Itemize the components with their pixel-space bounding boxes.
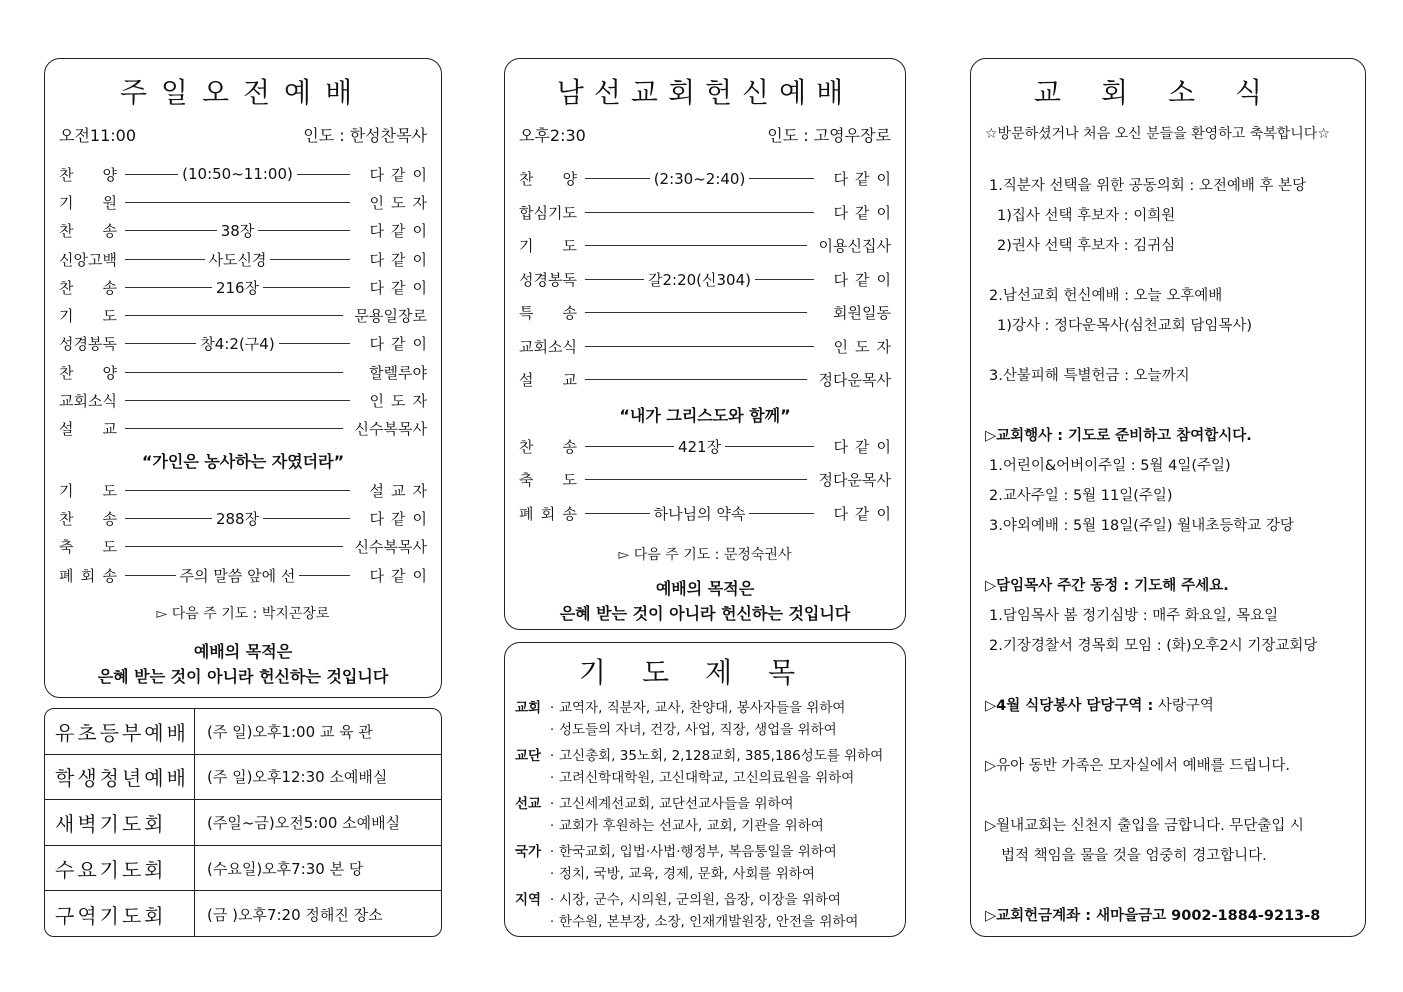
order-leader-line — [121, 400, 354, 401]
order-leader-line — [121, 428, 347, 429]
schedule-time: (주 일)오후1:00 교 육 관 — [207, 722, 373, 741]
order-label: 성경봉독 — [519, 270, 577, 289]
order-detail: (2:30~2:40) — [653, 169, 746, 188]
event-item-1: 1.어린이&어버이주일 : 5월 4일(주일) — [989, 458, 1231, 474]
order-row — [45, 160, 441, 188]
schedule-row — [45, 755, 441, 801]
order-person: 인도자 — [369, 392, 434, 411]
order-row — [45, 301, 441, 329]
order-person: 정다운목사 — [818, 371, 891, 390]
bullet-dot-icon: · — [549, 914, 555, 930]
order-leader-line — [581, 479, 811, 480]
welcome-text: ☆방문하셨거나 처음 오신 분들을 환영하고 축복합니다☆ — [985, 126, 1330, 142]
morning-service-time: 오전11:00 — [59, 126, 137, 145]
order-person: 다같이 — [369, 566, 434, 585]
bullet-dot-icon: · — [549, 892, 555, 908]
prayer-item — [505, 745, 905, 767]
news-item-1: 1.직분자 선택을 위한 공동의회 : 오전예배 후 본당 — [989, 178, 1307, 194]
prayer-category — [515, 767, 545, 789]
news-item-2: 2.남선교회 헌신예배 : 오늘 오후예배 — [989, 288, 1223, 304]
order-leader-line — [581, 346, 818, 347]
order-label: 합심기도 — [519, 203, 577, 222]
prayer-text: 교회가 후원하는 선교사, 교회, 기관을 위하여 — [559, 818, 824, 834]
news-item-2a: 1)강사 : 정다운목사(심천교회 담임목사) — [997, 318, 1253, 334]
news-item-1b: 2)권사 선택 후보자 : 김귀심 — [997, 238, 1176, 254]
prayer-category — [515, 719, 545, 741]
order-row — [45, 358, 441, 386]
prayer-category — [515, 815, 545, 837]
schedule-time: (주일~금)오전5:00 소예배실 — [207, 813, 401, 832]
morning-order-list — [45, 160, 441, 443]
order-label: 찬 양 — [59, 363, 117, 382]
order-label: 축 도 — [519, 471, 577, 490]
order-detail: (10:50~11:00) — [182, 165, 293, 184]
order-row — [45, 561, 441, 589]
order-detail: 216장 — [215, 278, 260, 297]
order-label: 찬 송 — [59, 278, 117, 297]
meal-service-value: 사랑구역 — [1157, 698, 1214, 714]
order-label: 축 도 — [59, 538, 117, 557]
prayer-topics-list — [505, 697, 905, 933]
prayer-text: 한국교회, 입법·사법·행정부, 복음통일을 위하여 — [559, 844, 837, 860]
schedule-name: 수요기도회 — [45, 846, 195, 891]
morning-sermon-title: “가인은 농사하는 자였더라” — [141, 451, 345, 471]
morning-service-panel — [44, 58, 442, 698]
order-person: 설교자 — [369, 481, 434, 500]
schedule-name: 학생청년예배 — [45, 755, 195, 800]
order-person: 다같이 — [833, 270, 898, 289]
bullet-dot-icon: · — [549, 770, 555, 786]
order-leader-line — [581, 436, 818, 457]
schedule-time: (금 )오후7:20 정해진 장소 — [207, 905, 383, 924]
schedule-name: 새벽기도회 — [45, 800, 195, 845]
warning-line2: 법적 책임을 물을 것을 엄중히 경고합니다. — [1001, 848, 1267, 864]
morning-order-list-2 — [45, 476, 441, 589]
order-person: 할렐루야 — [369, 363, 427, 382]
schedule-row — [45, 891, 441, 937]
morning-service-leader: 인도 : 한성찬목사 — [303, 126, 427, 145]
schedule-time: (수요일)오후7:30 본 당 — [207, 859, 364, 878]
prayer-item — [505, 911, 905, 933]
prayer-item — [505, 841, 905, 863]
order-label: 찬 송 — [59, 509, 117, 528]
order-leader-line — [581, 379, 811, 380]
prayer-group — [505, 745, 905, 789]
prayer-item — [505, 697, 905, 719]
prayer-category: 선교 — [515, 796, 542, 812]
order-leader-line — [121, 565, 354, 586]
afternoon-order-list-2 — [505, 430, 905, 531]
infant-notice: ▷유아 동반 가족은 모자실에서 예배를 드립니다. — [985, 758, 1290, 774]
prayer-text: 고신총회, 35노회, 2,128교회, 385,186성도를 위하여 — [559, 748, 884, 764]
order-row — [45, 217, 441, 245]
prayer-category — [515, 911, 545, 933]
prayer-item — [505, 863, 905, 885]
prayer-category — [515, 863, 545, 885]
order-detail: 288장 — [215, 509, 260, 528]
prayer-group — [505, 697, 905, 741]
afternoon-order-list — [505, 162, 905, 397]
order-person: 신수복목사 — [354, 538, 427, 557]
order-detail: 하나님의 약속 — [653, 504, 746, 523]
order-row — [505, 296, 905, 330]
afternoon-service-panel — [504, 58, 906, 630]
order-label: 신앙고백 — [59, 250, 117, 269]
bullet-dot-icon: · — [549, 866, 555, 882]
afternoon-service-time: 오후2:30 — [519, 126, 586, 145]
prayer-category: 국가 — [515, 844, 542, 860]
order-leader-line — [581, 312, 811, 313]
order-person: 다같이 — [369, 165, 434, 184]
order-label: 찬 송 — [59, 222, 117, 241]
order-label: 찬 양 — [519, 170, 577, 189]
order-detail: 갈2:20(신304) — [648, 270, 751, 289]
order-leader-line — [121, 220, 354, 241]
order-leader-line — [581, 269, 818, 290]
order-row — [45, 330, 441, 358]
prayer-topics-title: 기도제목 — [578, 656, 832, 689]
order-row — [505, 463, 905, 497]
order-label: 교회소식 — [519, 337, 577, 356]
order-person: 다같이 — [369, 335, 434, 354]
order-leader-line — [121, 249, 354, 270]
order-row — [45, 188, 441, 216]
order-label: 기 도 — [59, 307, 117, 326]
offering-account: ▷교회헌금계좌 : 새마을금고 9002-1884-9213-8 — [985, 908, 1321, 924]
order-leader-line — [581, 503, 818, 524]
schedule-name: 구역기도회 — [45, 891, 195, 937]
order-row — [505, 330, 905, 364]
pastor-item-2: 2.기장경찰서 경목회 모임 : (화)오후2시 기장교회당 — [989, 638, 1318, 654]
order-row — [45, 415, 441, 443]
prayer-item — [505, 815, 905, 837]
order-label: 설 교 — [519, 371, 577, 390]
order-leader-line — [121, 315, 347, 316]
order-row — [45, 386, 441, 414]
order-row — [505, 363, 905, 397]
bullet-dot-icon: · — [549, 796, 555, 812]
order-label: 기 도 — [59, 481, 117, 500]
bullet-dot-icon: · — [549, 722, 555, 738]
prayer-item — [505, 719, 905, 741]
news-item-3: 3.산불피해 특별헌금 : 오늘까지 — [989, 368, 1190, 384]
order-row — [45, 273, 441, 301]
order-label: 특 송 — [519, 304, 577, 323]
meal-service-label: ▷4월 식당봉사 담당구역 : — [985, 698, 1154, 714]
afternoon-sermon-title: “내가 그리스도와 함께” — [619, 405, 791, 425]
order-row — [505, 430, 905, 464]
order-leader-line — [121, 372, 347, 373]
order-leader-line — [121, 202, 354, 203]
order-detail: 주의 말씀 앞에 선 — [179, 566, 296, 585]
order-leader-line — [581, 170, 818, 188]
order-row — [505, 229, 905, 263]
meeting-schedule-table — [44, 708, 442, 937]
schedule-row — [45, 800, 441, 846]
order-leader-line — [121, 490, 354, 491]
order-detail: 창4:2(구4) — [200, 335, 275, 354]
order-row — [505, 162, 905, 196]
afternoon-service-leader: 인도 : 고영우장로 — [767, 126, 891, 145]
prayer-text: 정치, 국방, 교육, 경제, 문화, 사회를 위하여 — [559, 866, 815, 882]
order-row — [505, 497, 905, 531]
morning-purpose-line1: 예배의 목적은 — [193, 642, 293, 662]
afternoon-purpose-line2: 은혜 받는 것이 아니라 헌신하는 것입니다 — [559, 604, 851, 623]
order-leader-line — [121, 165, 354, 183]
prayer-text: 한수원, 본부장, 소장, 인재개발원장, 안전을 위하여 — [559, 914, 859, 930]
afternoon-next-prayer: ▻ 다음 주 기도 : 문정숙권사 — [618, 547, 792, 563]
order-person: 다같이 — [369, 222, 434, 241]
warning-line1: ▷월내교회는 신천지 출입을 금합니다. 무단출입 시 — [985, 818, 1304, 834]
prayer-group — [505, 793, 905, 837]
bullet-dot-icon: · — [549, 748, 555, 764]
order-label: 성경봉독 — [59, 335, 117, 354]
prayer-text: 고신세계선교회, 교단선교사들을 위하여 — [559, 796, 794, 812]
event-item-3: 3.야외예배 : 5월 18일(주일) 월내초등학교 강당 — [989, 518, 1294, 534]
order-row — [45, 245, 441, 273]
order-label: 기 원 — [59, 193, 117, 212]
bullet-dot-icon: · — [549, 818, 555, 834]
prayer-text: 성도들의 자녀, 건강, 사업, 직장, 생업을 위하여 — [559, 722, 837, 738]
order-person: 다같이 — [369, 250, 434, 269]
prayer-item — [505, 793, 905, 815]
schedule-row — [45, 846, 441, 892]
news-item-1a: 1)집사 선택 후보자 : 이희원 — [997, 208, 1176, 224]
order-person: 다같이 — [369, 509, 434, 528]
order-leader-line — [121, 333, 354, 354]
events-heading: ▷교회행사 : 기도로 준비하고 참여합시다. — [985, 428, 1252, 444]
prayer-group — [505, 841, 905, 885]
order-person: 정다운목사 — [818, 471, 891, 490]
order-label: 찬 양 — [59, 165, 117, 184]
order-detail: 38장 — [220, 222, 255, 241]
prayer-topics-panel — [504, 642, 906, 937]
church-news-panel — [970, 58, 1366, 937]
order-leader-line — [581, 212, 818, 213]
order-person: 다같이 — [369, 278, 434, 297]
order-label: 폐 회 송 — [519, 504, 577, 523]
order-person: 다같이 — [833, 437, 898, 456]
pastor-item-1: 1.담임목사 봄 정기심방 : 매주 화요일, 목요일 — [989, 608, 1279, 624]
church-news-title: 교회소식 — [1033, 76, 1303, 109]
order-leader-line — [581, 245, 811, 246]
prayer-text: 시장, 군수, 시의원, 군의원, 읍장, 이장을 위하여 — [559, 892, 841, 908]
order-detail: 사도신경 — [208, 250, 267, 269]
order-row — [45, 533, 441, 561]
order-person: 다같이 — [833, 504, 898, 523]
order-person: 인도자 — [833, 337, 898, 356]
morning-service-title: 주일오전예배 — [119, 76, 367, 109]
prayer-category: 지역 — [515, 892, 542, 908]
order-label: 찬 송 — [519, 437, 577, 456]
order-label: 설 교 — [59, 420, 117, 439]
event-item-2: 2.교사주일 : 5월 11일(주일) — [989, 488, 1173, 504]
schedule-row — [45, 709, 441, 755]
order-row — [45, 504, 441, 532]
morning-next-prayer: ▻ 다음 주 기도 : 박지곤장로 — [156, 606, 330, 623]
order-label: 폐 회 송 — [59, 566, 117, 585]
morning-purpose-line2: 은혜 받는 것이 아니라 헌신하는 것입니다 — [97, 667, 389, 687]
bullet-dot-icon: · — [549, 700, 555, 716]
order-leader-line — [121, 508, 354, 529]
bullet-dot-icon: · — [549, 844, 555, 860]
order-person: 다같이 — [833, 203, 898, 222]
order-label: 교회소식 — [59, 392, 117, 411]
schedule-time: (주 일)오후12:30 소예배실 — [207, 768, 388, 787]
prayer-category: 교단 — [515, 748, 542, 764]
meal-service — [985, 694, 1214, 715]
order-person: 회원일동 — [833, 304, 891, 323]
prayer-group — [505, 889, 905, 933]
afternoon-purpose-line1: 예배의 목적은 — [655, 579, 755, 598]
prayer-category: 교회 — [515, 700, 542, 716]
afternoon-service-title: 남선교회헌신예배 — [556, 76, 854, 109]
prayer-text: 고려신학대학원, 고신대학교, 고신의료원을 위하여 — [559, 770, 855, 786]
prayer-text: 교역자, 직분자, 교사, 찬양대, 봉사자들을 위하여 — [559, 700, 846, 716]
order-leader-line — [121, 546, 347, 547]
order-row — [505, 196, 905, 230]
order-detail: 421장 — [677, 437, 722, 456]
order-person: 인도자 — [369, 193, 434, 212]
pastor-heading: ▷담임목사 주간 동정 : 기도해 주세요. — [985, 578, 1229, 594]
prayer-item — [505, 767, 905, 789]
order-label: 기 도 — [519, 237, 577, 256]
order-person: 문용일장로 — [354, 307, 427, 326]
prayer-item — [505, 889, 905, 911]
order-person: 다같이 — [833, 170, 898, 189]
schedule-name: 유초등부예배 — [45, 709, 195, 754]
order-row — [45, 476, 441, 504]
order-person: 이용신집사 — [818, 237, 891, 256]
order-person: 신수복목사 — [354, 420, 427, 439]
order-leader-line — [121, 277, 354, 298]
order-row — [505, 263, 905, 297]
